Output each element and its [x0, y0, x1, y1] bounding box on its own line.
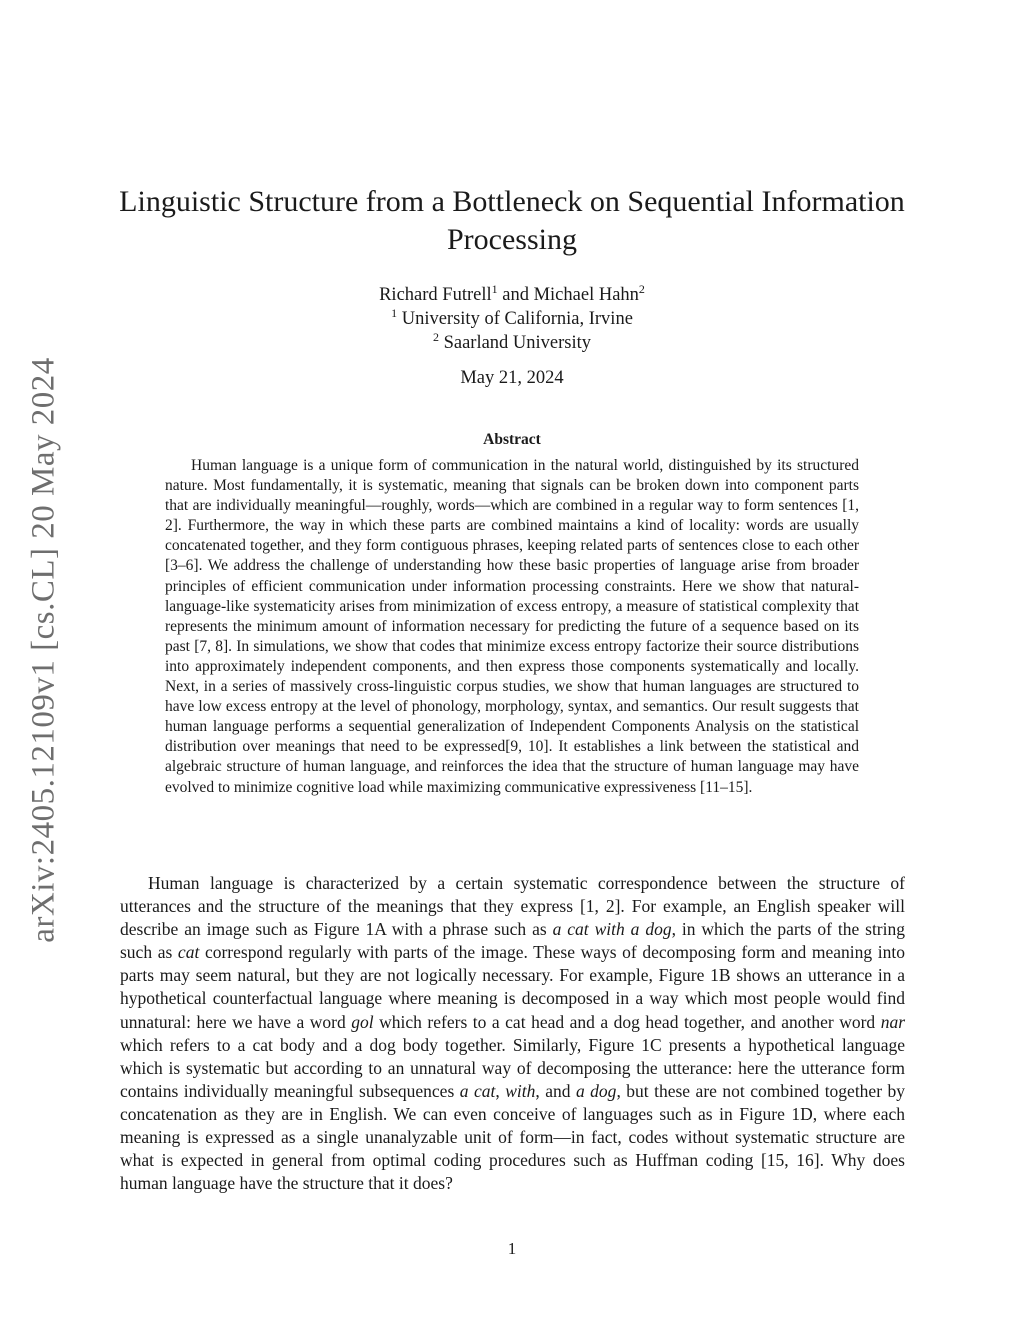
author-line [100, 283, 924, 307]
affiliation-line [100, 331, 924, 355]
paper-date: May 21, 2024 [460, 368, 564, 388]
body-italic-run: cat [177, 942, 200, 963]
affiliation-marker: 1 [391, 306, 398, 320]
body-text-run: , but these are not combined together by concatenation as they are in English. We can even conceive of languages such as in Figure 1D, where each meaning is expressed as a single unanalyzable unit of form—in fact, codes without systematic structure are what is expected in general from optimal coding procedures such as Huffman coding [15, 16]. Why does human language have the structure that it does? [120, 1080, 906, 1194]
author-block [100, 283, 924, 355]
body-text-run: correspond regularly with parts of the image. These ways of decomposing form and meaning into parts may seem natural, but they are not logically necessary. For example, Figure 1B shows an utterance in a hypothetical counterfactual language where meaning is decomposed in a way which most people would find unnatural: here we have a word [120, 942, 906, 1032]
body-italic-run: a cat [459, 1080, 496, 1101]
body-text-run: which refers to a cat head and a dog head together, and another word [373, 1011, 881, 1032]
abstract-text: Human language is a unique form of communication in the natural world, distinguished by its structured nature. Most fundamentally, it is systematic, meaning that signals can be broken down into component parts that are individually meaningful—roughly, words—which are combined in a regular way to form sentences [1, 2]. Furthermore, the way in which these parts are combined maintains a kind of locality: words are usually concatenated together, and they form contiguous phrases, keeping related parts of sentences close to each other [3–6]. We address the challenge of understanding how these basic properties of language arise from broader principles of efficient communication under information processing constraints. Here we show that natural-language-like systematicity arises from minimization of excess entropy, a measure of statistical complexity that represents the minimum amount of information necessary for predicting the future of a sequence based on its past [7, 8]. In simulations, we show that codes that minimize excess entropy factorize their source distributions into approximately independent components, and then express those components systematically and locally. Next, in a series of massively cross-linguistic corpus studies, we show that human languages are structured to have low excess entropy at the level of phonology, morphology, syntax, and semantics. Our result suggests that human language performs a sequential generalization of Independent Components Analysis on the statistical distribution over meanings that need to be expressed[9, 10]. It establishes a link between the statistical and algebraic structure of human language, and reinforces the idea that the structure of human language may have evolved to minimize cognitive load while maximizing communicative expressiveness [11–15]. [165, 457, 859, 796]
body-text-run: , [495, 1080, 506, 1101]
affiliation-line [100, 307, 924, 331]
body-text-run: , in which the parts of the string such as [120, 919, 905, 963]
body-italic-run: a dog [575, 1080, 617, 1101]
author-name: Richard Futrell [379, 285, 492, 305]
author-conjunction: and [497, 285, 534, 305]
paper-title: Linguistic Structure from a Bottleneck on Sequential Information Processing [119, 185, 905, 256]
affiliation-name: University of California, Irvine [397, 309, 633, 329]
page-number: 1 [507, 1239, 517, 1258]
affiliation-name: Saarland University [438, 333, 592, 353]
abstract-heading: Abstract [483, 431, 541, 448]
arxiv-identifier-stamp: arXiv:2405.12109v1 [cs.CL] 20 May 2024 [25, 357, 62, 943]
body-italic-run: a cat with a dog [552, 919, 672, 940]
author-affiliation-marker: 1 [491, 282, 498, 296]
body-italic-run: with [505, 1080, 536, 1101]
author-name: Michael Hahn [533, 285, 639, 305]
body-paragraph [120, 872, 905, 1195]
body-text-run: , and [535, 1080, 576, 1101]
body-text-run: Human language is characterized by a certain systematic correspondence between the structure of utterances and the structure of the meanings that they express [1, 2]. For example, an English speaker will describe an image such as Figure 1A with a phrase such as [120, 873, 905, 940]
author-affiliation-marker: 2 [638, 282, 645, 296]
body-text-run: which refers to a cat body and a dog body together. Similarly, Figure 1C presents a hypothetical language which is systematic but according to an unnatural way of decomposing the utterance: here the utterance form contains individually meaningful subsequences [120, 1034, 905, 1101]
body-italic-run: nar [880, 1011, 906, 1032]
body-italic-run: gol [351, 1011, 374, 1032]
affiliation-marker: 2 [432, 330, 439, 344]
